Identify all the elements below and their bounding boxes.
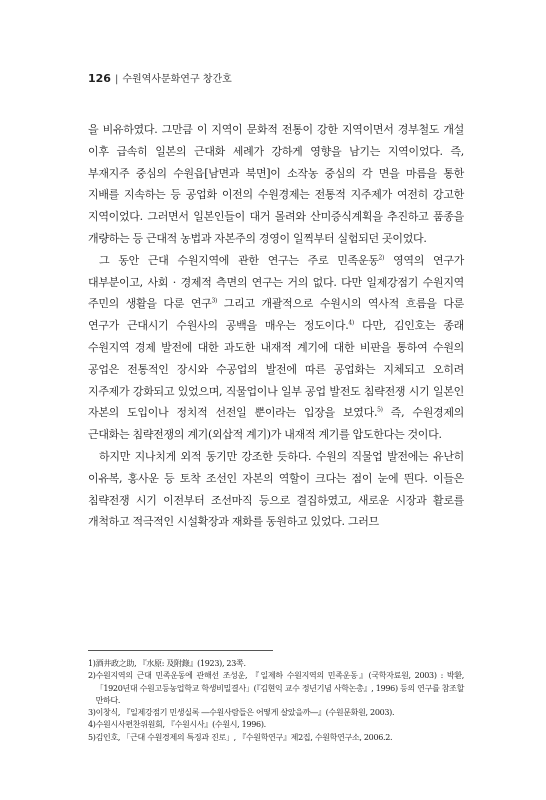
footnote-text: 酒井政之助, 『水原: 及附錄』(1923), 23쪽. <box>95 659 246 668</box>
journal-title: 수원역사문화연구 창간호 <box>122 74 232 85</box>
footnote-number: 2) <box>88 671 96 681</box>
footnote-number: 5) <box>88 732 96 742</box>
footnote-divider <box>88 650 273 651</box>
paragraph-3: 하지만 지나치게 외적 동기만 강조한 듯하다. 수원의 직물업 발전에는 유난히 이유복, 홍사운 등 토착 조선인 자본의 역할이 크다는 점이 눈에 띈다. 이들은 침략전쟁 시기 이전부터 조선마직 등으로 결집하였고, 새로운 시장과 활로를 개척하고 적극적인 시설확장과 재화를 동원하고 있었다. 그러므 <box>88 449 464 529</box>
paragraph-2 <box>88 250 464 446</box>
paragraph-2-part-b: 영역의 연구가 대부분이고, 사회 · 경제적 측면의 연구는 거의 없다. 다만 일제강점기 수원지역 주민의 생활을 다룬 연구 <box>88 253 464 311</box>
paragraph-2-part-e: 즉, 수원경제의 근대화는 침략전쟁의 계기(외삽적 계기)가 내재적 계기를 압도한다는 것이다. <box>88 406 465 442</box>
footnote-number: 1) <box>88 659 96 668</box>
footnote-item <box>88 670 464 707</box>
footnote-text: 이창식, 『일제강점기 민생실록 ―수원사람들은 어떻게 살았을까―』(수원문화원, 2003). <box>95 708 395 718</box>
footnote-ref-3: 3) <box>211 297 218 305</box>
paragraph-2-part-a: 그 동안 근대 수원지역에 관한 연구는 주로 민족운동 <box>99 253 379 267</box>
footnote-item <box>88 719 464 731</box>
body-text <box>88 119 464 533</box>
footnote-ref-5: 5) <box>377 406 383 414</box>
footnote-text: 수원시사편찬위원회, 『수원시사』(수원시, 1996). <box>95 720 266 730</box>
paragraph-1: 을 비유하였다. 그만큼 이 지역이 문화적 전통이 강한 지역이면서 경부철도 개설 이후 급속히 일본의 근대화 세례가 강하게 영향을 남기는 지역이었다. 즉, 부재지주 중심의 수원읍[남면과 북면]이 소작농 중심의 각 면을 마름을 통한 지배를 지속하는 등 공업화 이전의 수원경제는 전통적 지주제가 여전히 강고한 지역이었다. 그러면서 일본인들이 대거 몰려와 산미증식계획을 추진하고 품종을 개량하는 등 근대적 농법과 자본주의 경영이 일찍부터 실험되던 곳이었다. <box>88 123 464 245</box>
footnote-item <box>88 707 464 719</box>
footnote-number: 4) <box>88 720 96 730</box>
footnote-item <box>88 732 464 744</box>
footnote-ref-4: 4) <box>348 319 354 327</box>
paragraph-2-part-c: 그리고 개괄적으로 수원시의 역사적 흐름을 다룬 연구가 근대시기 수원사의 공백을 매우는 정도이다. <box>88 297 464 333</box>
page-number: 126 <box>88 72 111 85</box>
footnote-ref-2: 2) <box>378 254 385 262</box>
footnotes <box>88 658 464 744</box>
footnote-text: 김인호, 「근대 수원경제의 특징과 진로」, 『수원학연구』제2집, 수원학연구소, 2006.2. <box>95 732 393 742</box>
footnote-text: 수원지역의 근대 민족운동에 관해선 조성운, 『일제하 수원지역의 민족운동』(국학자료원, 2003) : 박환, 「1920년대 수원고등농업학교 학생비밀결사」(『김현익 교수 정년기념 사학논총』, 1996) 등의 연구를 참조할 만하다. <box>95 671 464 705</box>
paragraph-2-part-d: 다만, 김인호는 종래 수원지역 경제 발전에 대한 과도한 내재적 계기에 대한 비판을 통하여 수원의 공업은 전통적인 장시와 수공업의 발전에 따른 공업화는 지체되고 오히려 지주제가 강화되고 있었으며, 직물업이나 일부 공업 발전도 침략전쟁 시기 일본인 자본의 도입이나 정치적 선전일 뿐이라는 입장을 보였다. <box>88 319 464 420</box>
footnote-item <box>88 658 464 670</box>
header-separator: | <box>114 74 119 85</box>
footnote-number: 3) <box>88 708 96 718</box>
running-header <box>88 70 232 85</box>
